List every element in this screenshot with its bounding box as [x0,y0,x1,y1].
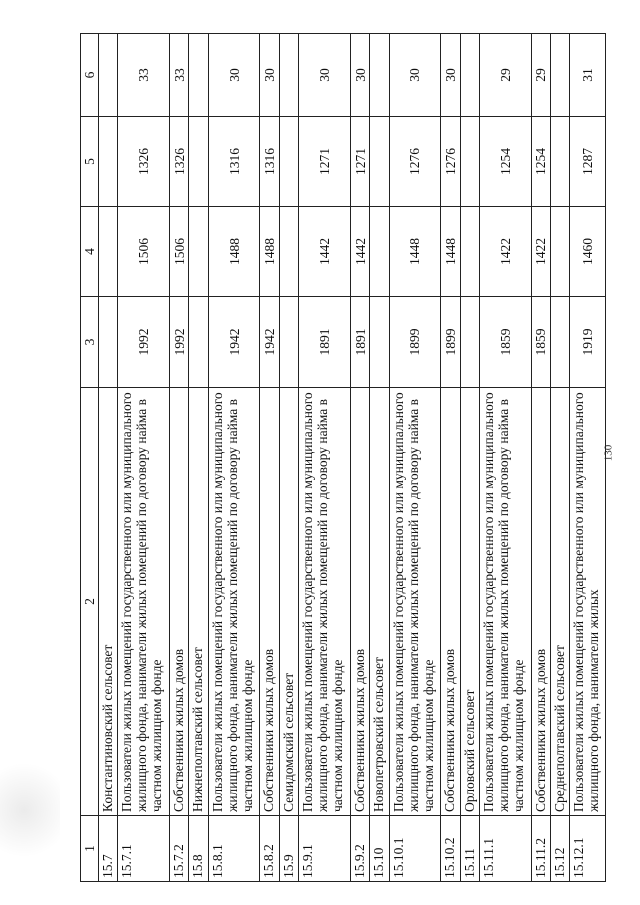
cell-code: 15.11 [460,816,479,882]
cell-code: 15.8.1 [208,816,260,882]
cell-col-6: 29 [480,34,532,117]
cell-col-5: 1326 [118,117,170,207]
cell-col-4: 1488 [208,207,260,297]
table-row [189,34,208,882]
cell-code: 15.11.2 [531,816,550,882]
cell-code: 15.10.2 [441,816,460,882]
cell-code: 15.7.1 [118,816,170,882]
cell-col-3 [99,297,118,388]
table-row [570,34,606,882]
cell-name: Собственники жилых домов [531,388,550,816]
cell-col-6 [189,34,208,117]
header-col-3: 3 [81,297,99,388]
cell-col-3: 1899 [389,297,441,388]
cell-name: Среднеполтавский сельсовет [551,388,570,816]
cell-col-6 [551,34,570,117]
cell-col-5 [279,117,298,207]
cell-name: Константиновский сельсовет [99,388,118,816]
cell-name: Пользователи жилых помещений государственного или муниципального жилищного фонда, наниматели жилых помещений по договору найма в частном жилищном фонде [299,388,351,816]
cell-col-5 [99,117,118,207]
cell-name: Пользователи жилых помещений государственного или муниципального жилищного фонда, наниматели жилых помещений по договору найма в частном жилищном фонде [208,388,260,816]
cell-col-6 [99,34,118,117]
cell-col-5: 1254 [480,117,532,207]
cell-code: 15.9.2 [350,816,369,882]
cell-col-5 [551,117,570,207]
header-col-1: 1 [81,816,99,882]
cell-col-6: 31 [570,34,606,117]
cell-name: Собственники жилых домов [260,388,279,816]
cell-col-3 [551,297,570,388]
cell-col-5 [370,117,389,207]
cell-col-5: 1326 [170,117,189,207]
header-col-5: 5 [81,117,99,207]
table-row [480,34,532,882]
cell-col-3: 1942 [208,297,260,388]
cell-col-4: 1422 [531,207,550,297]
cell-col-4: 1442 [350,207,369,297]
rotated-table-wrapper [80,34,606,882]
cell-col-5: 1271 [299,117,351,207]
cell-col-4 [551,207,570,297]
cell-col-5: 1316 [208,117,260,207]
cell-col-4: 1506 [170,207,189,297]
table-row [299,34,351,882]
cell-col-4 [370,207,389,297]
table-row [260,34,279,882]
cell-col-5 [460,117,479,207]
cell-code: 15.9 [279,816,298,882]
cell-col-4: 1442 [299,207,351,297]
table-row [551,34,570,882]
table-row [279,34,298,882]
cell-col-4: 1448 [441,207,460,297]
cell-code: 15.8.2 [260,816,279,882]
cell-code: 15.12 [551,816,570,882]
cell-col-4: 1422 [480,207,532,297]
scan-noise [0,740,60,880]
table-row [460,34,479,882]
cell-col-6 [370,34,389,117]
cell-col-6: 30 [260,34,279,117]
cell-col-6: 30 [208,34,260,117]
cell-col-3: 1992 [118,297,170,388]
cell-col-3 [189,297,208,388]
cell-code: 15.9.1 [299,816,351,882]
cell-col-6: 33 [170,34,189,117]
cell-col-3 [279,297,298,388]
cell-col-5: 1276 [389,117,441,207]
cell-name: Пользователи жилых помещений государственного или муниципального жилищного фонда, наниматели жилых помещений по договору найма в частном жилищном фонде [118,388,170,816]
cell-col-3: 1899 [441,297,460,388]
cell-col-6: 33 [118,34,170,117]
cell-col-3 [370,297,389,388]
header-col-6: 6 [81,34,99,117]
cell-col-6: 30 [299,34,351,117]
cell-name: Пользователи жилых помещений государственного или муниципального жилищного фонда, наниматели жилых помещений по договору найма в частном жилищном фонде [480,388,532,816]
table-body [99,34,606,882]
cell-col-3: 1891 [299,297,351,388]
cell-col-5: 1287 [570,117,606,207]
page-number: 130 [602,444,615,462]
table-row [441,34,460,882]
cell-col-4: 1460 [570,207,606,297]
cell-name: Орловский сельсовет [460,388,479,816]
cell-code: 15.12.1 [570,816,606,882]
cell-col-6: 30 [389,34,441,117]
table-row [118,34,170,882]
cell-col-6 [460,34,479,117]
tariff-table [80,33,606,882]
table-row [531,34,550,882]
cell-code: 15.7 [99,816,118,882]
table-header-row [81,34,99,882]
cell-col-4 [460,207,479,297]
cell-col-3: 1919 [570,297,606,388]
cell-col-6: 29 [531,34,550,117]
cell-col-3: 1992 [170,297,189,388]
cell-name: Нижнеполтавский сельсовет [189,388,208,816]
cell-code: 15.7.2 [170,816,189,882]
cell-col-4 [279,207,298,297]
cell-col-4: 1506 [118,207,170,297]
cell-code: 15.8 [189,816,208,882]
cell-name: Пользователи жилых помещений государственного или муниципального жилищного фонда, наниматели жилых помещений по договору найма в частном жилищном фонде [389,388,441,816]
table-row [170,34,189,882]
table-row [389,34,441,882]
cell-code: 15.10.1 [389,816,441,882]
table-row [370,34,389,882]
cell-col-6: 30 [441,34,460,117]
cell-col-5: 1271 [350,117,369,207]
header-col-4: 4 [81,207,99,297]
cell-col-4: 1448 [389,207,441,297]
cell-col-4 [189,207,208,297]
cell-col-5: 1254 [531,117,550,207]
cell-code: 15.10 [370,816,389,882]
cell-col-6 [279,34,298,117]
table-row [208,34,260,882]
cell-col-3: 1891 [350,297,369,388]
cell-col-3 [460,297,479,388]
header-col-2: 2 [81,388,99,816]
cell-code: 15.11.1 [480,816,532,882]
cell-col-5: 1316 [260,117,279,207]
cell-col-4: 1488 [260,207,279,297]
cell-name: Собственники жилых домов [441,388,460,816]
cell-col-6: 30 [350,34,369,117]
cell-col-3: 1859 [480,297,532,388]
cell-name: Новопетровский сельсовет [370,388,389,816]
cell-col-5 [189,117,208,207]
cell-col-4 [99,207,118,297]
cell-name: Пользователи жилых помещений государственного или муниципального жилищного фонда, наниматели жилых [570,388,606,816]
table-row [350,34,369,882]
table-row [99,34,118,882]
cell-col-5: 1276 [441,117,460,207]
cell-col-3: 1859 [531,297,550,388]
cell-name: Семидомский сельсовет [279,388,298,816]
cell-name: Собственники жилых домов [170,388,189,816]
cell-name: Собственники жилых домов [350,388,369,816]
cell-col-3: 1942 [260,297,279,388]
